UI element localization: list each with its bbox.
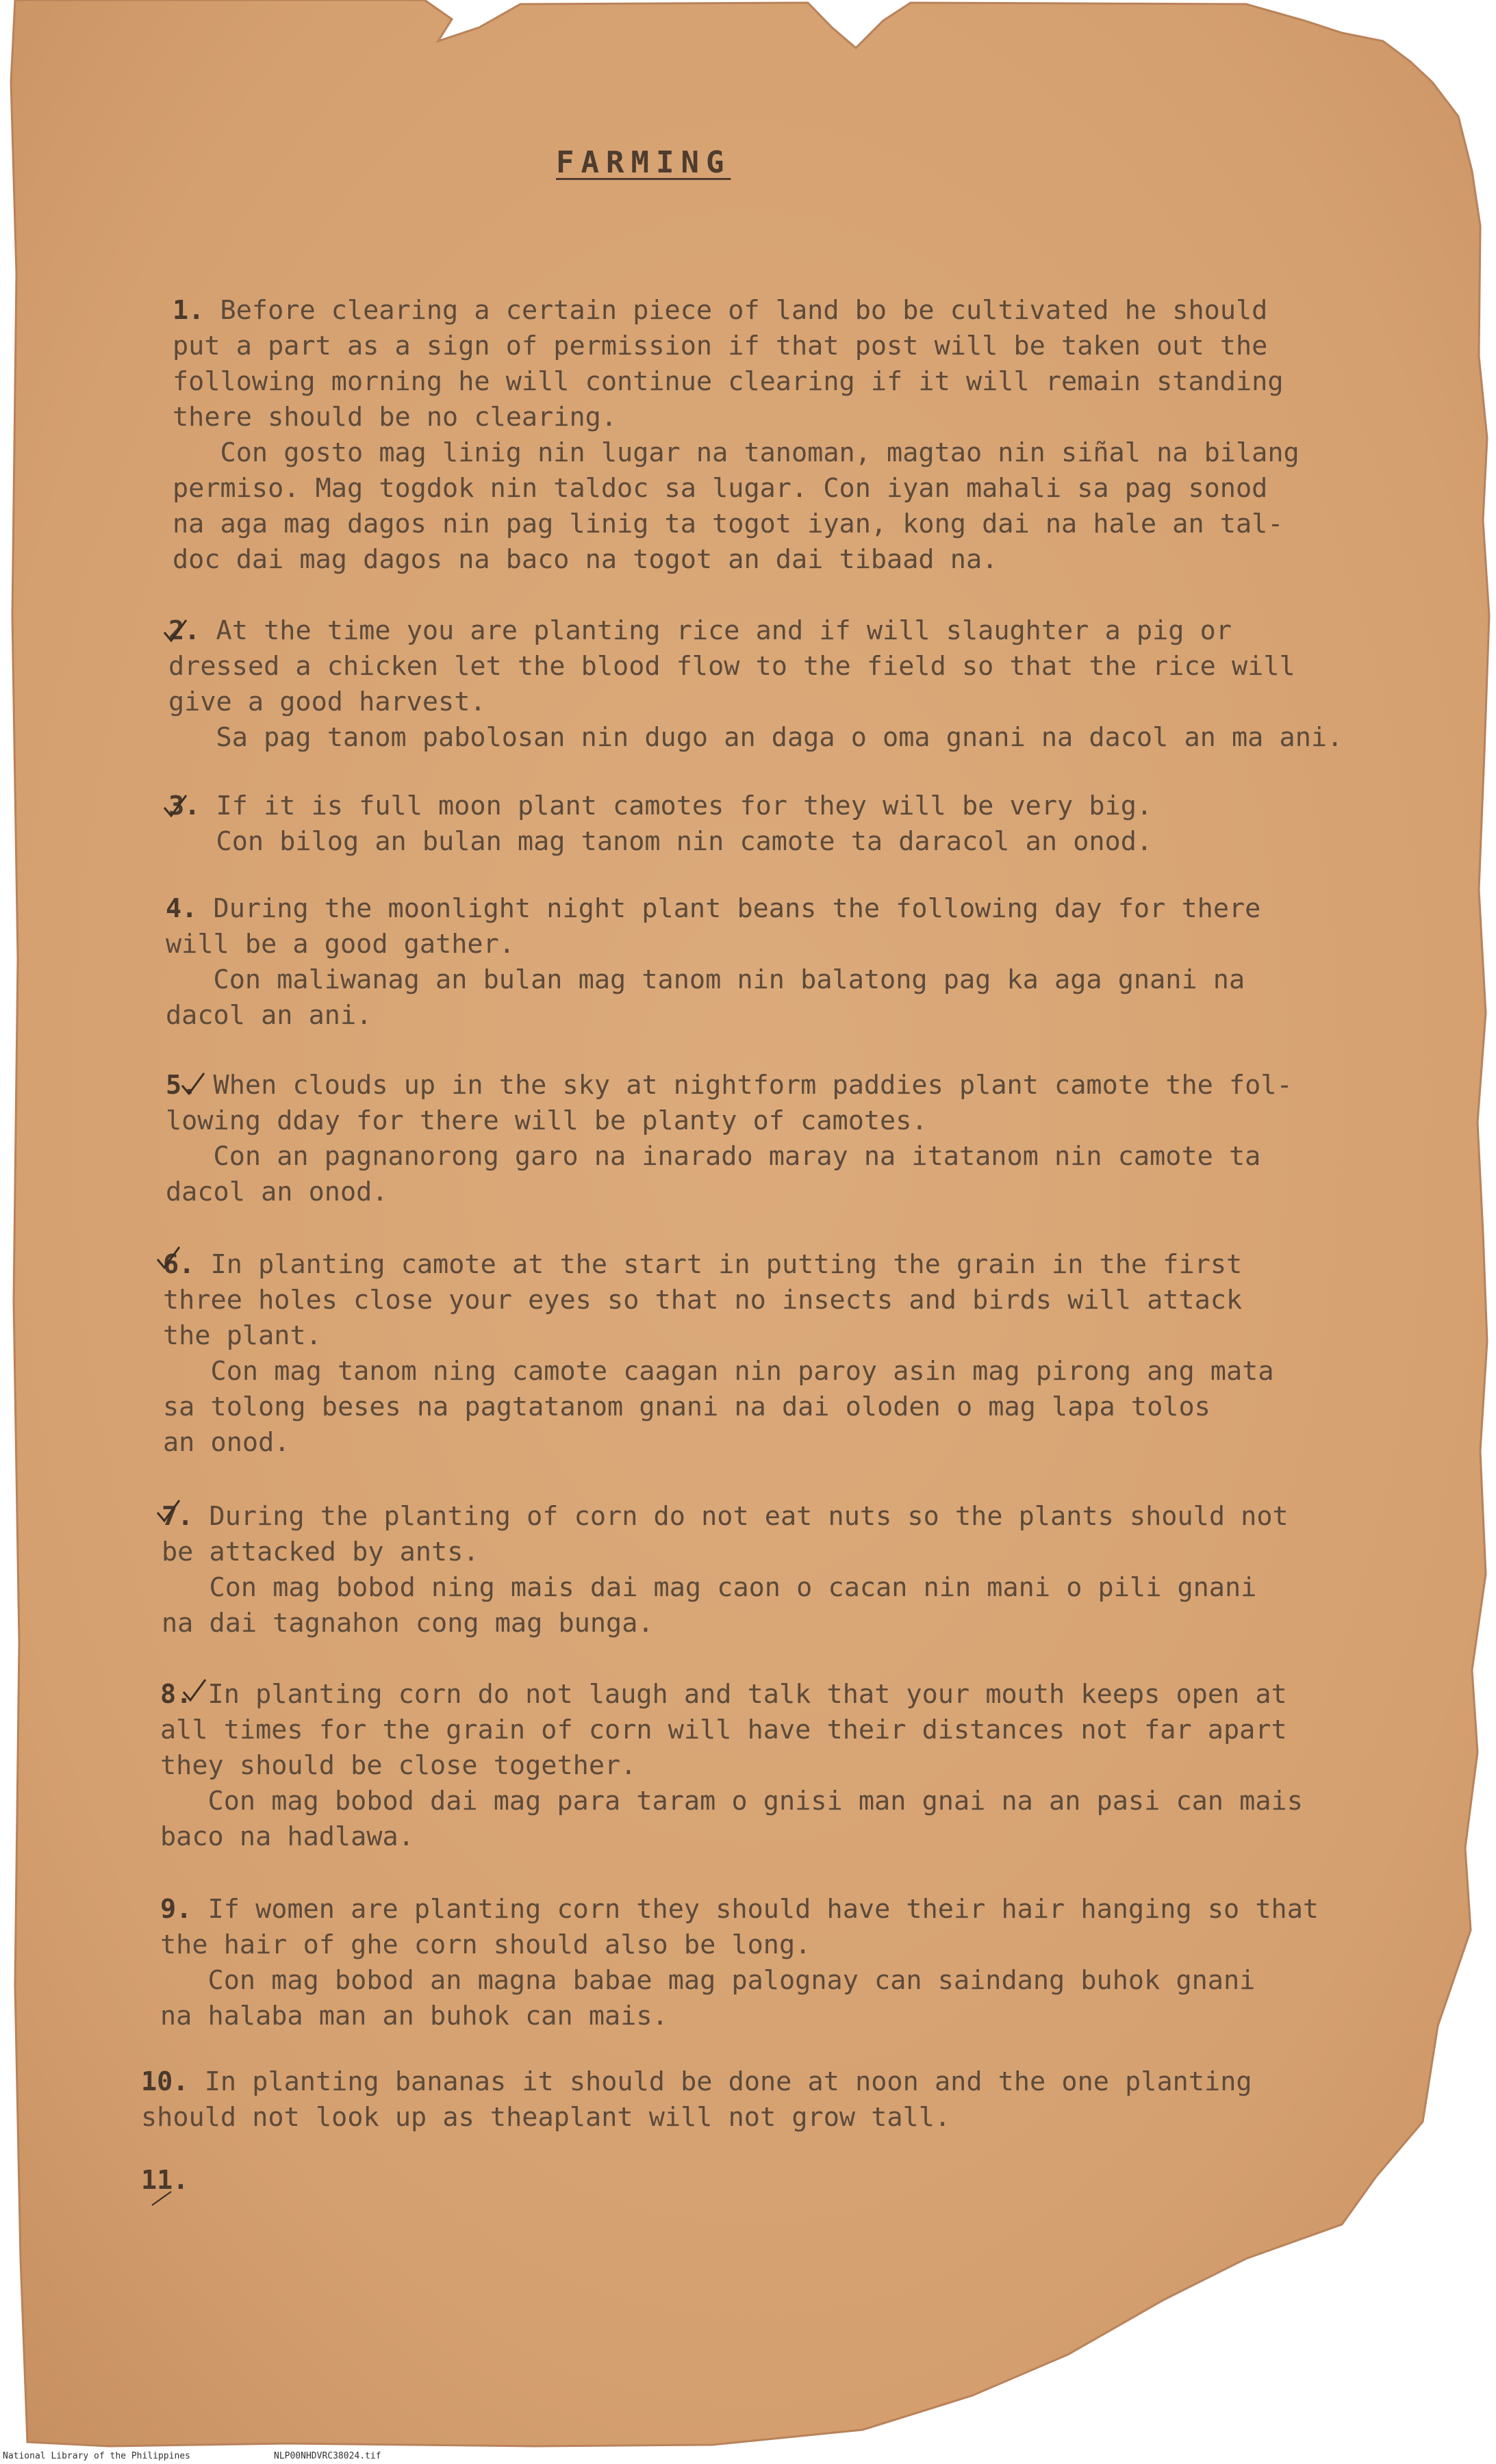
checkmark-icon [155, 1244, 182, 1272]
text-line: When clouds up in the sky at nightform paddies plant camote the fol- [213, 1070, 1293, 1101]
text-line: If it is full moon plant camotes for they will be very big. [216, 791, 1153, 821]
text-line: they should be close together. [160, 1750, 637, 1781]
text-line: During the moonlight night plant beans the following day for there [213, 893, 1261, 924]
item-number: 5. [166, 1070, 198, 1101]
item-number: 6. [163, 1249, 195, 1280]
item-10 [141, 2064, 1252, 2135]
text-line: At the time you are planting rice and if will slaughter a pig or [216, 615, 1232, 646]
item-5 [166, 1068, 1293, 1210]
text-line: be attacked by ants. [162, 1537, 479, 1567]
text-line: Con mag tanom ning camote caagan nin paroy asin mag pirong ang mata [163, 1356, 1274, 1387]
text-line: In planting bananas it should be done at noon and the one planting [204, 2066, 1252, 2097]
text-line: Before clearing a certain piece of land bo be cultivated he should [220, 295, 1268, 326]
footer-library: National Library of the Philippines [3, 2451, 190, 2461]
item-3 [168, 788, 1152, 860]
text-line: If women are planting corn they should have their hair hanging so that [207, 1894, 1319, 1925]
item-9 [160, 1892, 1319, 2034]
text-line: following morning he will continue clearing if it will remain standing [173, 366, 1284, 397]
text-line: lowing dday for there will be planty of camotes. [166, 1105, 928, 1136]
page-title: FARMING [556, 145, 731, 180]
item-1 [173, 293, 1300, 578]
checkmark-icon [148, 2185, 175, 2212]
text-line: na dai tagnahon cong mag bunga. [162, 1608, 654, 1639]
item-number: 9. [160, 1894, 192, 1925]
item-number: 1. [173, 295, 205, 326]
text-line: sa tolong beses na pagtatanom gnani na dai oloden o mag lapa tolos [163, 1391, 1210, 1422]
text-line: na halaba man an buhok can mais. [160, 2001, 668, 2031]
text-line: dacol an onod. [166, 1177, 388, 1207]
text-line: Con mag bobod an magna babae mag palognay can saindang buhok gnani [160, 1965, 1256, 1996]
text-line: During the planting of corn do not eat nuts so the plants should not [209, 1501, 1289, 1532]
text-line: Con mag bobod dai mag para taram o gnisi man gnai na an pasi can mais [160, 1786, 1303, 1817]
text-line: Con an pagnanorong garo na inarado maray na itatanom nin camote ta [166, 1141, 1261, 1172]
item-number: 7. [162, 1501, 194, 1532]
text-line: Con gosto mag linig nin lugar na tanoman, magtao nin siñal na bilang [173, 437, 1300, 468]
scan-footer [0, 2449, 1496, 2464]
item-number: 11. [141, 2165, 189, 2196]
item-number: 8. [160, 1679, 192, 1710]
checkmark-icon [155, 1498, 182, 1525]
text-line: three holes close your eyes so that no insects and birds will attack [163, 1285, 1243, 1316]
item-4 [166, 891, 1260, 1034]
text-line: permiso. Mag togdok nin taldoc sa lugar. Con iyan mahali sa pag sonod [173, 473, 1268, 504]
text-line: the hair of ghe corn should also be long. [160, 1929, 811, 1960]
checkmark-icon [162, 793, 189, 820]
text-line: dacol an ani. [166, 1000, 372, 1031]
text-line: will be a good gather. [166, 929, 515, 960]
text-line: Con maliwanag an bulan mag tanom nin balatong pag ka aga gnani na [166, 964, 1245, 995]
item-number: 3. [168, 791, 201, 821]
text-line: na aga mag dagos nin pag linig ta togot iyan, kong dai na hale an tal- [173, 509, 1284, 539]
text-line: all times for the grain of corn will have their distances not far apart [160, 1715, 1287, 1745]
checkmark-icon [162, 617, 189, 645]
item-8 [160, 1677, 1303, 1855]
text-line: put a part as a sign of permission if that post will be taken out the [173, 331, 1268, 361]
item-number: 2. [168, 615, 201, 646]
text-line: Con bilog an bulan mag tanom nin camote ta daracol an onod. [168, 826, 1153, 857]
item-7 [162, 1499, 1289, 1641]
text-line: dressed a chicken let the blood flow to the field so that the rice will [168, 651, 1295, 682]
text-line: should not look up as theaplant will not grow tall. [141, 2102, 951, 2133]
item-2 [168, 613, 1343, 756]
item-number: 4. [166, 893, 198, 924]
text-line: the plant. [163, 1320, 322, 1351]
item-6 [163, 1247, 1274, 1461]
footer-filename: NLP00NHDVRC38024.tif [274, 2451, 381, 2461]
text-line: doc dai mag dagos na baco na togot an dai tibaad na. [173, 544, 998, 575]
text-line: Con mag bobod ning mais dai mag caon o cacan nin mani o pili gnani [162, 1572, 1257, 1603]
text-line: give a good harvest. [168, 686, 486, 717]
checkmark-icon [181, 1677, 208, 1704]
text-line: In planting corn do not laugh and talk that your mouth keeps open at [207, 1679, 1287, 1710]
text-line: an onod. [163, 1427, 290, 1458]
checkmark-icon [179, 1070, 207, 1098]
item-number: 10. [141, 2066, 189, 2097]
text-line: baco na hadlawa. [160, 1821, 414, 1852]
text-line: In planting camote at the start in putting the grain in the first [210, 1249, 1243, 1280]
text-line: Sa pag tanom pabolosan nin dugo an daga o oma gnani na dacol an ma ani. [168, 722, 1343, 753]
text-line: there should be no clearing. [173, 402, 618, 433]
